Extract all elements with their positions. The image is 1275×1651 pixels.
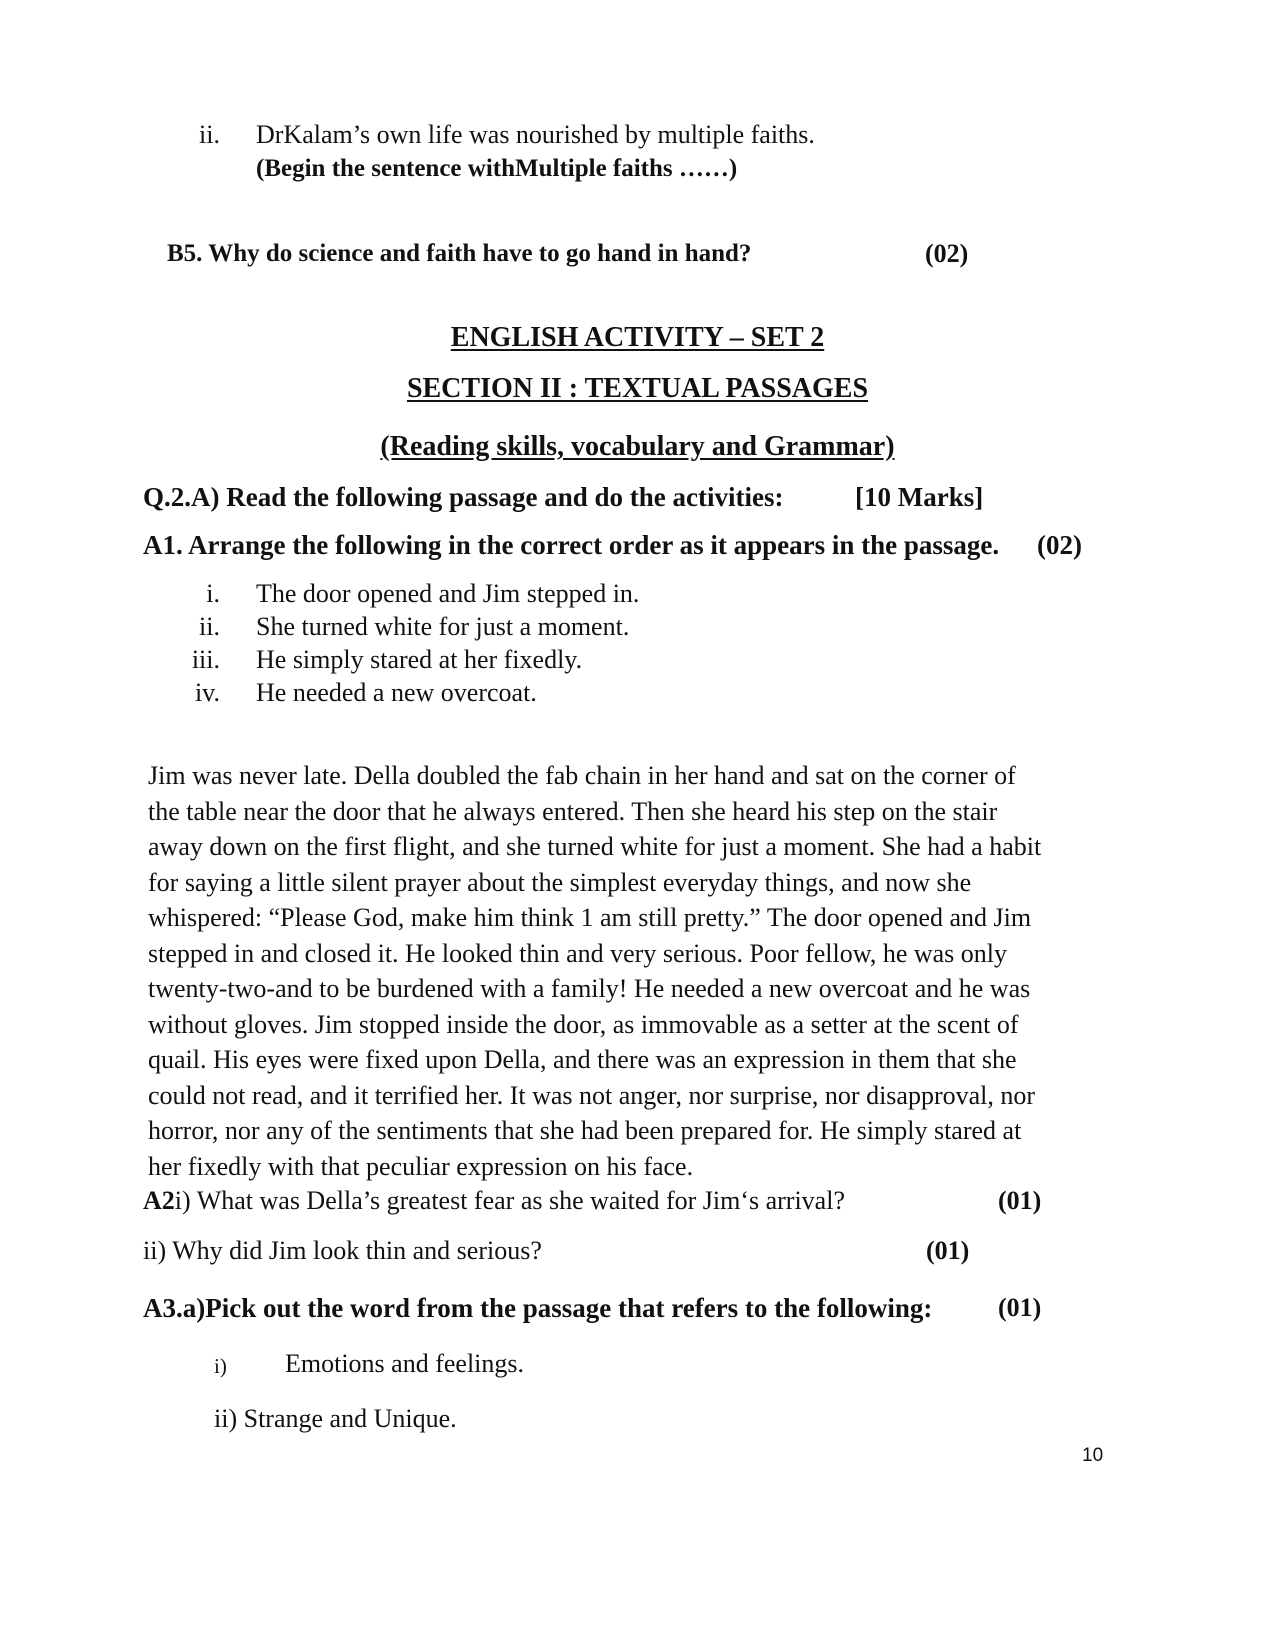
passage-line: whispered: “Please God, make him think 1 am still pretty.” The door opened and Jim <box>148 903 1032 932</box>
question-a3-marks: (01) <box>998 1293 1042 1322</box>
passage-line: her fixedly with that peculiar expression on his face. <box>148 1151 694 1181</box>
prev-item-text: DrKalam’s own life was nourished by multiple faiths. <box>256 120 815 149</box>
question-a2-ii-marks: (01) <box>926 1236 970 1265</box>
page-number: 10 <box>1082 1445 1104 1466</box>
a3-item-2: ii) Strange and Unique. <box>214 1404 457 1433</box>
a1-item-text: She turned white for just a moment. <box>256 612 630 641</box>
question-a2-i <box>143 1186 845 1216</box>
reading-passage <box>148 758 1138 1184</box>
passage-line: horror, nor any of the sentiments that she had been prepared for. He simply stared at <box>148 1116 1022 1145</box>
question-q2a: Q.2.A) Read the following passage and do the activities: <box>143 482 784 512</box>
question-b5-marks: (02) <box>925 239 969 268</box>
question-a3-text: .a)Pick out the word from the passage that refers to the following: <box>176 1293 933 1323</box>
a1-item-text: He simply stared at her fixedly. <box>256 645 583 674</box>
passage-line: for saying a little silent prayer about the simplest everyday things, and now she <box>148 867 972 897</box>
a1-item-number: iii. <box>191 645 220 674</box>
a1-item-number: iv. <box>194 678 220 707</box>
a3-item-number: i) <box>214 1354 227 1378</box>
prev-item-number: ii. <box>199 120 220 149</box>
passage-line: stepped in and closed it. He looked thin and very serious. Poor fellow, he was only <box>148 938 1008 968</box>
heading-section: SECTION II : TEXTUAL PASSAGES <box>406 373 869 404</box>
question-a2-ii: ii) Why did Jim look thin and serious? <box>143 1236 542 1265</box>
passage-line: twenty-two-and to be burdened with a family! He needed a new overcoat and he was <box>148 974 1031 1003</box>
question-a3 <box>143 1293 932 1324</box>
question-a1: A1. Arrange the following in the correct order as it appears in the passage. <box>143 530 1000 560</box>
a1-item-number: i. <box>206 579 220 608</box>
question-q2a-marks: [10 Marks] <box>855 482 984 512</box>
question-a3-label: A3 <box>143 1293 176 1323</box>
a1-item-text: The door opened and Jim stepped in. <box>256 579 640 608</box>
heading-set: ENGLISH ACTIVITY – SET 2 <box>450 322 825 353</box>
passage-line: away down on the first flight, and she turned white for just a moment. She had a habit <box>148 832 1042 861</box>
a1-item-text: He needed a new overcoat. <box>256 678 537 707</box>
a3-item-text: Emotions and feelings. <box>285 1349 525 1378</box>
question-b5: B5. Why do science and faith have to go hand in hand? <box>167 240 752 267</box>
passage-line: the table near the door that he always entered. Then she heard his step on the stair <box>148 796 998 826</box>
question-a2-i-marks: (01) <box>998 1186 1042 1215</box>
question-a2-i-text: i) What was Della’s greatest fear as she waited for Jim‘s arrival? <box>174 1186 845 1215</box>
a1-item-number: ii. <box>199 612 220 641</box>
question-a2-label: A2 <box>143 1186 175 1215</box>
passage-line: quail. His eyes were fixed upon Della, and there was an expression in them that she <box>148 1045 1017 1074</box>
passage-line: Jim was never late. Della doubled the fab chain in her hand and sat on the corner of <box>148 761 1016 790</box>
question-a1-marks: (02) <box>1037 530 1082 560</box>
passage-line: without gloves. Jim stopped inside the door, as immovable as a setter at the scent of <box>148 1009 1019 1039</box>
prev-item-instruction: (Begin the sentence withMultiple faiths ……) <box>256 155 738 182</box>
passage-line: could not read, and it terrified her. It was not anger, nor surprise, nor disapproval, nor <box>148 1080 1036 1110</box>
heading-sub: (Reading skills, vocabulary and Grammar) <box>380 431 895 462</box>
